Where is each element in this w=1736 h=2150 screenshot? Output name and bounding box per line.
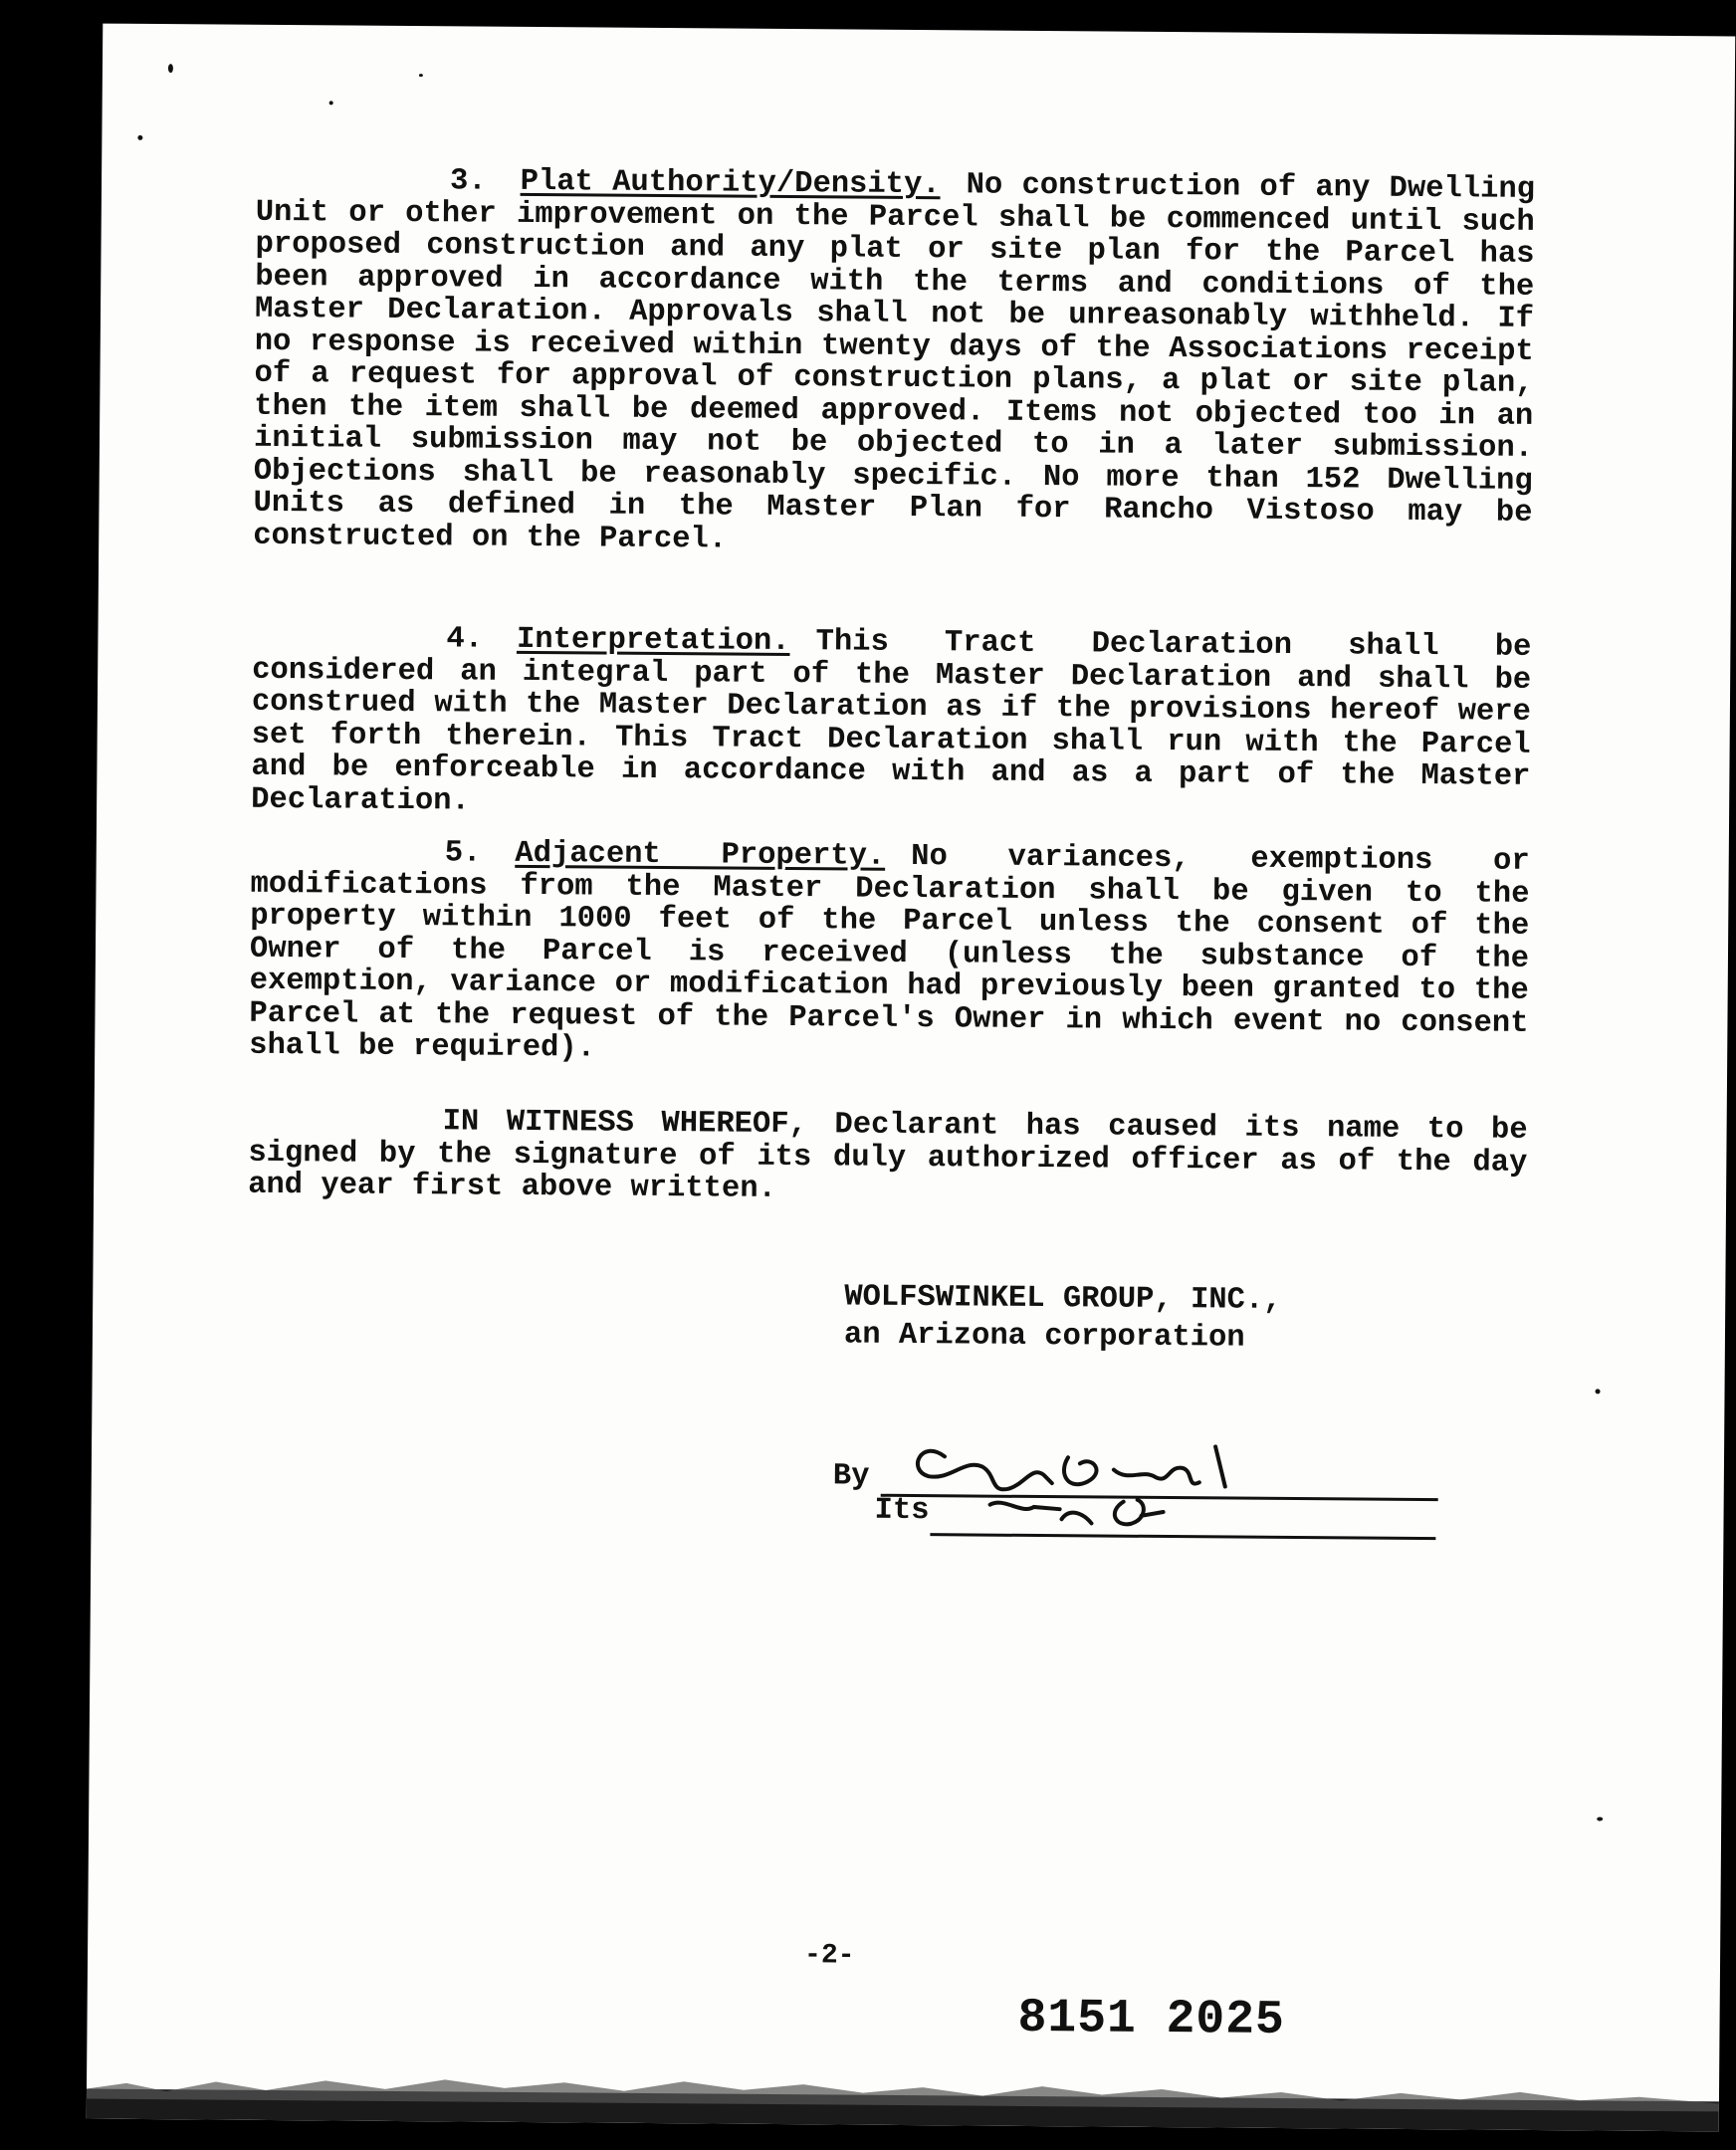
section-adjacent-property (249, 836, 1530, 1073)
scan-speck (1597, 1817, 1603, 1821)
signature-lines (832, 1417, 1430, 1572)
company-name: WOLFSWINKEL GROUP, INC., (844, 1280, 1282, 1318)
signature-block (844, 1278, 1282, 1357)
section-plat-authority (253, 164, 1535, 562)
witness-clause: IN WITNESS WHEREOF, Declarant has caused its name to be signed by the signature of its duly authorized officer as of the day and year first above written. (247, 1105, 1528, 1206)
section-text: No variances, exemptions or modifications from the Master Declaration shall be given to the property within 1000 feet of the Parcel unless the consent of the Owner of the Parcel is received (unless the substance of the exemption, variance or modification had previously been granted to the Parcel at the request of the Parcel's Owner in which event no consent shall be required). (249, 839, 1530, 1066)
company-description: an Arizona corporation (843, 1318, 1245, 1356)
section-number: 4. (446, 622, 484, 657)
section-heading: Plat Authority/Density. (520, 164, 941, 203)
scan-speck (1596, 1389, 1601, 1394)
page-number: -2- (803, 1940, 855, 1972)
section-text: No construction of any Dwelling Unit or other improvement on the Parcel shall be commenced until such proposed construction and any plat or site plan for the Parcel has been approved in accordance with the terms and conditions of the Master Declaration. Approvals shall not be unreasonably withheld. If no response is received within twenty days of the Associations receipt of a request for approval of construction plans, a plat or site plan, then the item shall be deemed approved. Items not objected too in an initial submission may not be objected to in a later submission. Objections shall be reasonably specific. No more than 152 Dwelling Units as defined in the Master Plan for Rancho Vistoso may be constructed on the Parcel. (253, 168, 1536, 557)
handwritten-signature (892, 1418, 1311, 1551)
section-text: This Tract Declaration shall be considered an integral part of the Master Declaration and shall be construed with the Master Declaration as if the provisions hereof were set forth therein. This Tract Declaration shall run with the Parcel and be enforceable in accordance with and as a part of the Master Declaration. (251, 625, 1532, 819)
scan-speck (419, 74, 423, 77)
scan-speck (137, 135, 142, 140)
scan-noise-strip (87, 2049, 1719, 2132)
scan-speck (168, 64, 173, 73)
document-page (87, 24, 1735, 2132)
section-number: 5. (444, 836, 482, 871)
document-code: 8151 2025 (1017, 1991, 1286, 2047)
section-interpretation (251, 622, 1531, 826)
section-number: 3. (449, 164, 487, 199)
its-label: Its (874, 1493, 930, 1529)
by-label: By (832, 1459, 870, 1494)
section-heading: Interpretation. (516, 622, 790, 660)
scan-speck (329, 101, 333, 105)
section-heading: Adjacent Property. (515, 836, 886, 874)
